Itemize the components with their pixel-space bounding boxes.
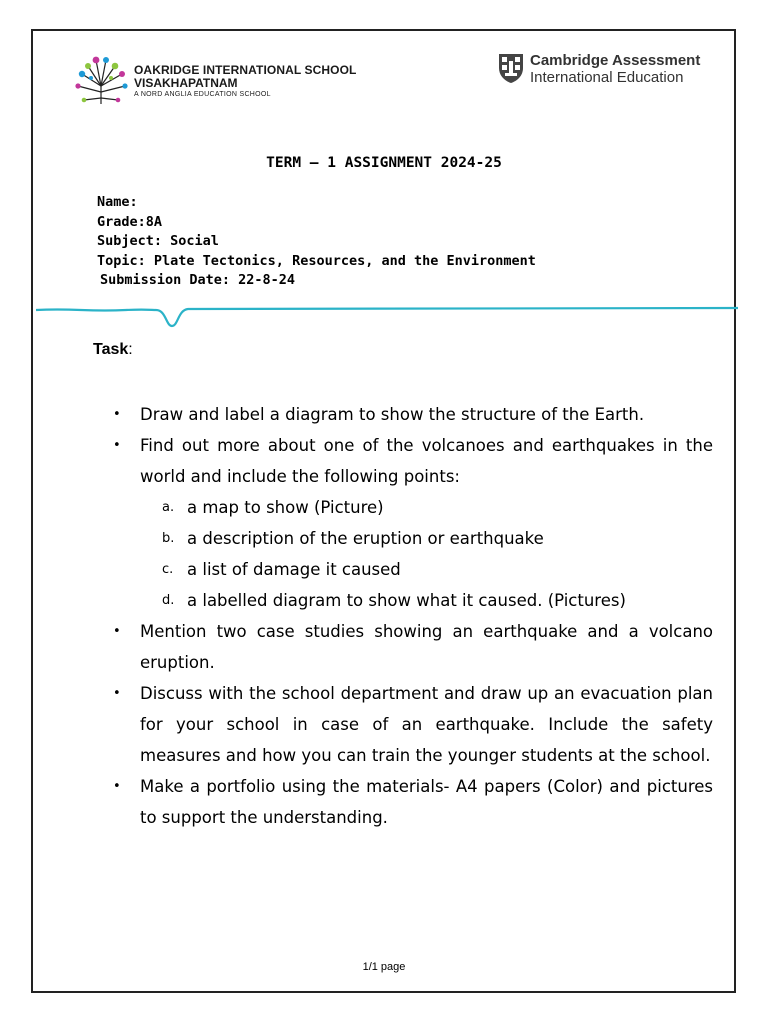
sub-item-letter: a. — [162, 500, 175, 515]
cambridge-logo — [497, 52, 525, 88]
sub-list-item — [113, 585, 713, 616]
sub-list-item — [113, 554, 713, 585]
sub-list-item — [113, 523, 713, 554]
topic-field: Topic: Plate Tectonics, Resources, and the Environment — [97, 252, 536, 269]
assignment-details — [97, 193, 536, 291]
task-colon: : — [128, 341, 133, 358]
submission-date-field: Submission Date: 22-8-24 — [100, 272, 296, 288]
list-item — [113, 430, 713, 492]
bullet-icon: • — [113, 438, 121, 453]
sub-item-text: a labelled diagram to show what it caused. (Pictures) — [187, 591, 626, 610]
oakridge-tree-logo-icon — [70, 52, 132, 108]
board-name: Cambridge Assessment — [530, 52, 701, 69]
bullet-icon: • — [113, 624, 121, 639]
task-label: Task — [93, 341, 129, 358]
list-item-text: Mention two case studies showing an earthquake and a volcano eruption. — [140, 622, 713, 672]
board-subtitle: International Education — [530, 69, 684, 86]
list-item — [113, 399, 713, 430]
list-item-text: Find out more about one of the volcanoes and earthquakes in the world and include the following points: — [140, 436, 713, 486]
grade-field: Grade:8A — [97, 213, 163, 230]
bullet-icon: • — [113, 686, 121, 701]
school-city: VISAKHAPATNAM — [134, 76, 238, 90]
list-item-text: Draw and label a diagram to show the structure of the Earth. — [140, 405, 645, 424]
section-divider — [36, 300, 738, 330]
name-field: Name: — [97, 194, 138, 210]
sub-item-letter: c. — [162, 562, 174, 577]
sub-item-letter: b. — [162, 531, 175, 546]
school-name: OAKRIDGE INTERNATIONAL SCHOOL — [134, 63, 357, 77]
list-item — [113, 678, 713, 771]
sub-item-letter: d. — [162, 593, 175, 608]
list-item — [113, 616, 713, 678]
bullet-icon: • — [113, 407, 121, 422]
cambridge-shield-icon — [497, 52, 525, 84]
bullet-icon: • — [113, 779, 121, 794]
assignment-title: TERM – 1 ASSIGNMENT 2024-25 — [266, 155, 502, 171]
subject-field: Subject: Social — [97, 233, 219, 249]
task-heading — [93, 341, 133, 359]
page-number: 1/1 page — [362, 961, 406, 973]
sub-item-text: a description of the eruption or earthquake — [187, 529, 544, 548]
school-tagline: A NORD ANGLIA EDUCATION SCHOOL — [134, 91, 271, 98]
sub-item-text: a map to show (Picture) — [187, 498, 384, 517]
list-item-text: Discuss with the school department and draw up an evacuation plan for your school in case of an earthquake. Include the safety measures and how you can train the younger students at the school. — [140, 684, 713, 765]
list-item-text: Make a portfolio using the materials- A4 papers (Color) and pictures to support the understanding. — [140, 777, 713, 827]
task-list — [113, 399, 713, 833]
list-item — [113, 771, 713, 833]
sub-list-item — [113, 492, 713, 523]
sub-item-text: a list of damage it caused — [187, 560, 401, 579]
